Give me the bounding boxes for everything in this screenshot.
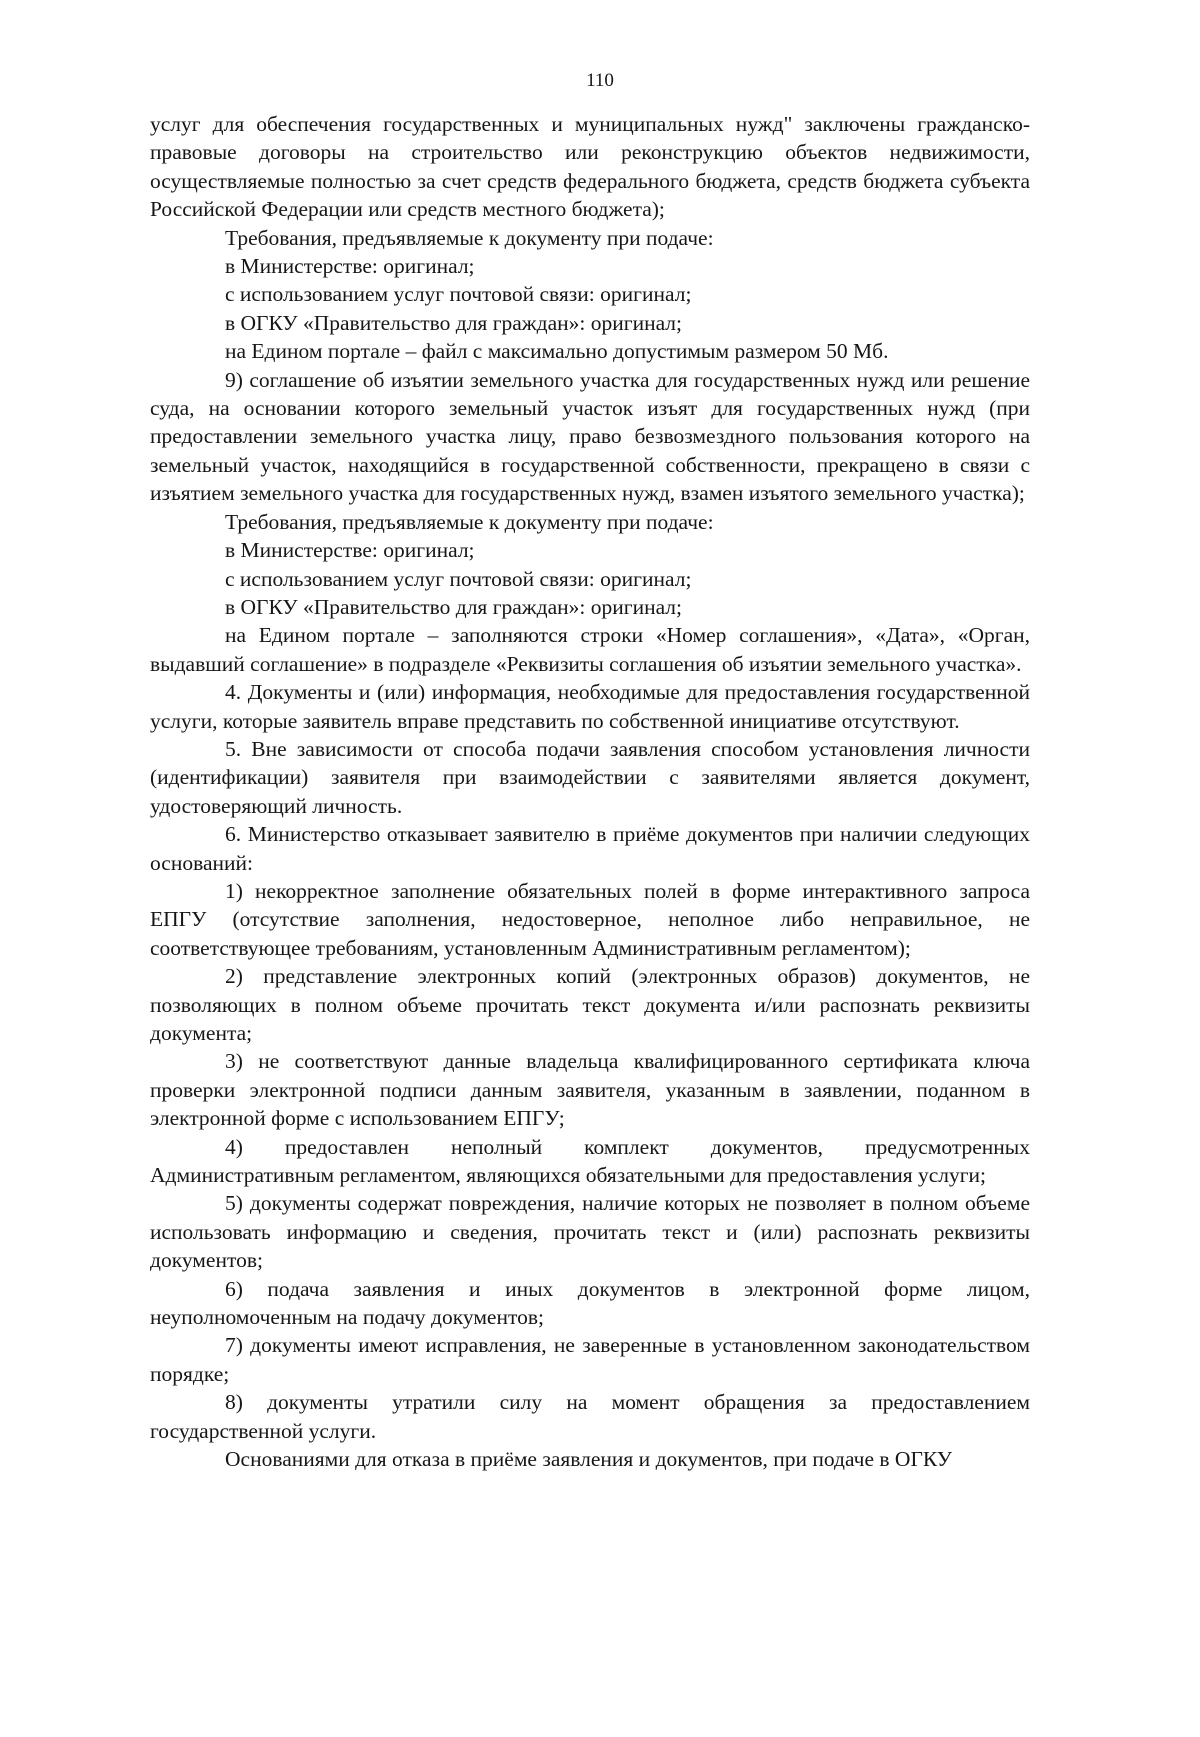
paragraph: 4) предоставлен неполный комплект документов, предусмотренных Административным регламентом, являющихся обязательными для предоставления услуги;	[150, 1134, 1030, 1188]
paragraph: 5. Вне зависимости от способа подачи заявления способом установления личности (идентификации) заявителя при взаимодействии с заявителями является документ, удостоверяющий личность.	[150, 736, 1030, 818]
paragraph: Требования, предъявляемые к документу при подаче:	[225, 509, 714, 534]
page-number: 110	[586, 70, 614, 91]
document-body	[150, 110, 1030, 1474]
paragraph: Основаниями для отказа в приёме заявления и документов, при подаче в ОГКУ	[225, 1447, 953, 1472]
paragraph: Требования, предъявляемые к документу при подаче:	[225, 225, 714, 250]
paragraph: 5) документы содержат повреждения, наличие которых не позволяет в полном объеме использовать информацию и сведения, прочитать текст и (или) распознать реквизиты документов;	[150, 1191, 1030, 1273]
paragraph: на Едином портале – заполняются строки «Номер соглашения», «Дата», «Орган, выдавший соглашение» в подразделе «Реквизиты соглашения об изъятии земельного участка».	[150, 623, 1030, 676]
paragraph: 6) подача заявления и иных документов в электронной форме лицом, неуполномоченным на подачу документов;	[150, 1276, 1030, 1330]
paragraph: 3) не соответствуют данные владельца квалифицированного сертификата ключа проверки электронной подписи данным заявителя, указанным в заявлении, поданном в электронной форме с использованием ЕПГУ;	[150, 1049, 1030, 1131]
paragraph: услуг для обеспечения государственных и муниципальных нужд" заключены гражданско-правовые договоры на строительство или реконструкцию объектов недвижимости, осуществляемые полностью за счет средств федерального бюджета, средств бюджета субъекта Российской Федерации или средств местного бюджета);	[150, 112, 1030, 222]
paragraph: 8) документы утратили силу на момент обращения за предоставлением государственной услуги.	[150, 1390, 1030, 1443]
paragraph: в ОГКУ «Правительство для граждан»: оригинал;	[225, 310, 683, 335]
paragraph: 6. Министерство отказывает заявителю в приёме документов при наличии следующих оснований:	[150, 822, 1030, 875]
paragraph: в Министерстве: оригинал;	[225, 538, 475, 563]
paragraph: в ОГКУ «Правительство для граждан»: оригинал;	[225, 594, 683, 619]
paragraph: 2) представление электронных копий (электронных образов) документов, не позволяющих в полном объеме прочитать текст документа и/или распознать реквизиты документа;	[150, 964, 1030, 1045]
paragraph: в Министерстве: оригинал;	[225, 254, 475, 279]
paragraph: с использованием услуг почтовой связи: оригинал;	[225, 566, 692, 591]
paragraph: 7) документы имеют исправления, не заверенные в установленном законодательством порядке;	[150, 1333, 1030, 1386]
paragraph: 1) некорректное заполнение обязательных полей в форме интерактивного запроса ЕПГУ (отсутствие заполнения, недостоверное, неполное либо неправильное, не соответствующее требованиям, установленным Административным регламентом);	[150, 878, 1030, 960]
paragraph: с использованием услуг почтовой связи: оригинал;	[225, 282, 692, 307]
paragraph: 9) соглашение об изъятии земельного участка для государственных нужд или решение суда, на основании которого земельный участок изъят для государственных нужд (при предоставлении земельного участка лицу, право безвозмездного пользования которого на земельный участок, находящийся в государственной собственности, прекращено в связи с изъятием земельного участка для государственных нужд, взамен изъятого земельного участка);	[150, 367, 1030, 506]
paragraph: 4. Документы и (или) информация, необходимые для предоставления государственной услуги, которые заявитель вправе представить по собственной инициативе отсутствуют.	[150, 680, 1030, 733]
paragraph: на Едином портале – файл с максимально допустимым размером 50 Мб.	[225, 339, 889, 364]
